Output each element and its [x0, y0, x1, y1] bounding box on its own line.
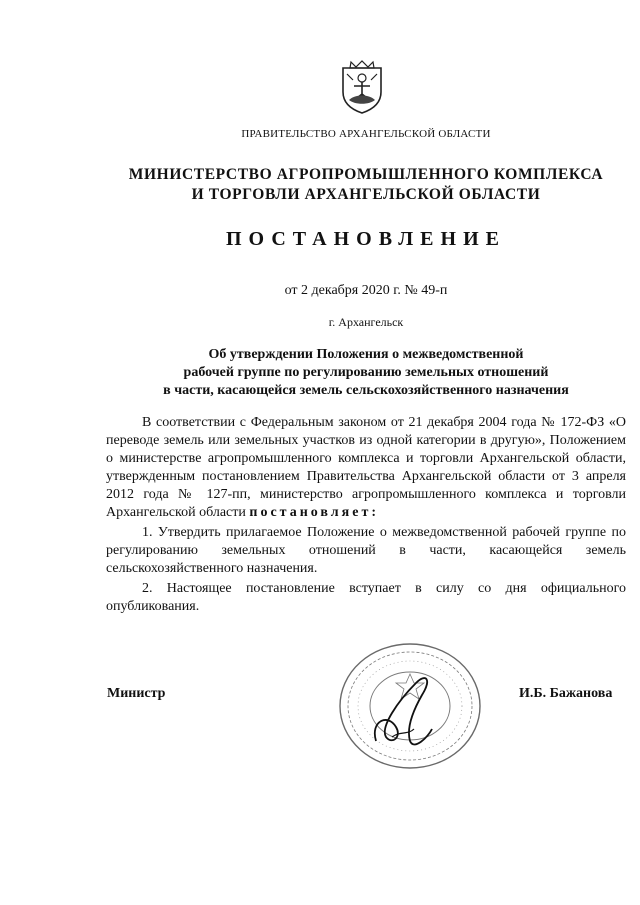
document-subject: [0, 346, 640, 400]
official-seal-stamp: [336, 641, 484, 771]
item-2-paragraph: 2. Настоящее постановление вступает в силу со дня официального опубликования.: [106, 581, 626, 614]
ministry-name-line-1: МИНИСТЕРСТВО АГРОПРОМЫШЛЕННОГО КОМПЛЕКСА: [128, 166, 604, 183]
preamble-text: В соответствии с Федеральным законом от 21 декабря 2004 года № 172-ФЗ «О переводе земель или земельных участков из одной категории в другую», Положением о министерстве агропромышленного комплекса и торговли Архангельской области, утвержденным постановлением Правительства Архангельской области от 3 апреля 2012 года № 127-пп, министерство агропромышленного комплекса и торговли Архангельской области: [106, 415, 626, 520]
subject-line-2: рабочей группе по регулированию земельных отношений: [183, 365, 549, 380]
subject-line-1: Об утверждении Положения о межведомственной: [208, 347, 524, 362]
preamble-paragraph: [106, 414, 626, 522]
signatory-name: И.Б. Бажанова: [519, 686, 613, 701]
coat-of-arms-emblem: [337, 58, 387, 114]
subject-line-3: в части, касающейся земель сельскохозяйственного назначения: [163, 383, 569, 398]
signatory-position: Министр: [107, 686, 166, 701]
decree-word: постановляет:: [249, 505, 379, 520]
ministry-name: [0, 165, 640, 205]
item-1-paragraph: 1. Утвердить прилагаемое Положение о межведомственной рабочей группе по регулированию земельных отношений в части, касающейся земель сельскохозяйственного назначения.: [106, 525, 626, 576]
date-and-number: от 2 декабря 2020 г. № 49-п: [284, 283, 448, 298]
government-title: ПРАВИТЕЛЬСТВО АРХАНГЕЛЬСКОЙ ОБЛАСТИ: [241, 128, 491, 140]
document-body: [106, 414, 626, 616]
document-type-title: ПОСТАНОВЛЕНИЕ: [226, 228, 506, 250]
city-name: г. Архангельск: [328, 315, 404, 329]
ministry-name-line-2: И ТОРГОВЛИ АРХАНГЕЛЬСКОЙ ОБЛАСТИ: [191, 186, 541, 203]
